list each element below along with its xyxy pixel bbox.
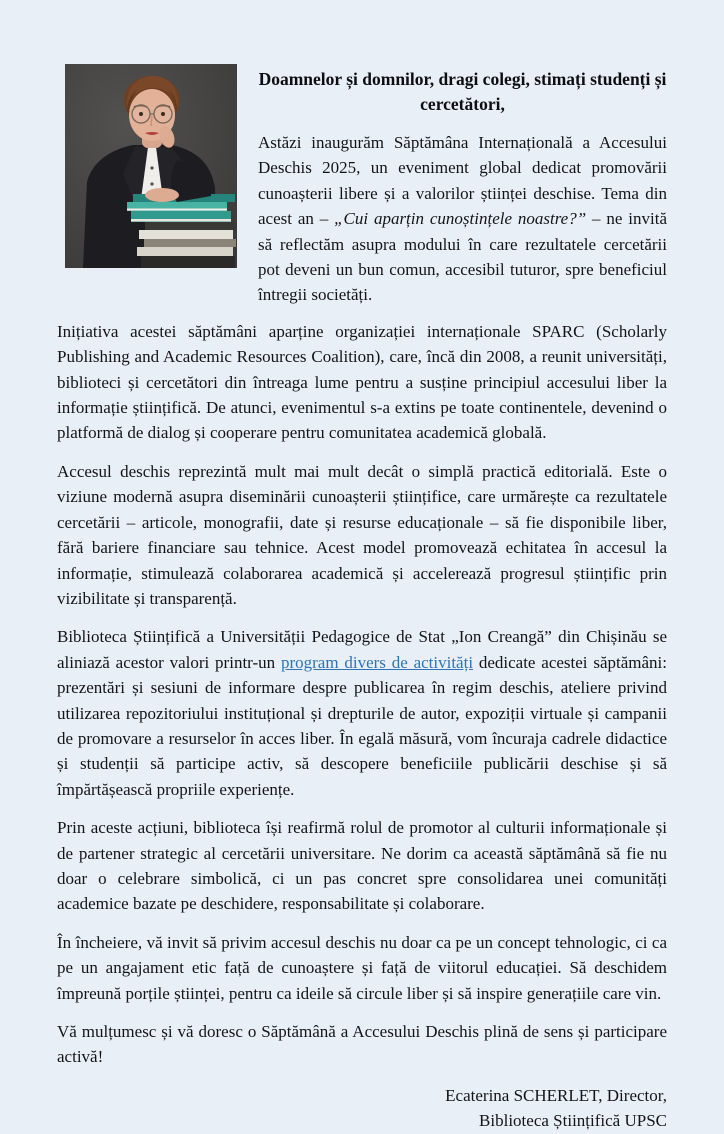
paragraph-library-program	[57, 624, 667, 802]
program-activities-link[interactable]: program divers de activități	[280, 652, 474, 672]
paragraph-library-role: Prin aceste acțiuni, biblioteca își reafirmă rolul de promotor al culturii informaționale și de partener strategic al cercetării universitare. Ne dorim ca această săptămână să fie nu doar o celebrare simbolică, ci un pas concret spre consolidarea unei comunități academice bazate pe deschidere, responsabilitate și colaborare.	[57, 818, 667, 914]
paragraph-thanks: Vă mulțumesc și vă doresc o Săptămână a Accesului Deschis plină de sens și participare activă!	[57, 1022, 667, 1067]
signature-name-title: Ecaterina SCHERLET, Director,	[445, 1085, 667, 1105]
paragraph-closing: În încheiere, vă invit să privim accesul deschis nu doar ca pe un concept tehnologic, ci ca pe un angajament etic față de cunoaștere și față de viitorul educației. Să deschidem împreună porțile științei, pentru ca ideile să circule liber și să inspire generațiile care vin.	[57, 932, 667, 1003]
signature-block	[57, 1083, 667, 1134]
library-text-before-link: Biblioteca Științifică a Universității Pedagogice de Stat „Ion Creangă” din Chișinău se aliniază acestor valori printr-un	[57, 627, 667, 672]
signature-organization: Biblioteca Științifică UPSC	[479, 1111, 667, 1131]
header-section	[57, 64, 667, 308]
theme-quote: „Cui aparțin cunoștințele noastre?”	[334, 209, 587, 229]
director-portrait-photo	[65, 64, 237, 268]
intro-text-before-theme: Astăzi inaugurăm Săptămâna Internațională a Accesului Deschis 2025, un eveniment global dedicat promovării cunoașterii libere și a valorilor științei deschise. Tema din acest an –	[258, 133, 667, 229]
intro-paragraph	[258, 130, 667, 308]
intro-text-after-theme: – ne invită să reflectăm asupra modului în care rezultatele cercetării pot deveni un bun comun, accesibil tuturor, spre beneficiul întregii societăți.	[258, 209, 667, 305]
salutation-heading: Doamnelor și domnilor, dragi colegi, stimați studenți și cercetători,	[258, 69, 667, 114]
library-text-after-link: dedicate acestei săptămâni: prezentări și sesiuni de informare despre publicarea în regim deschis, ateliere privind utilizarea repozitoriului instituțional și drepturile de autor, expoziții virtuale și campanii de promovare a resurselor în acces liber. În egală măsură, vom încuraja cadrele didactice și studenții să participe activ, să descopere beneficiile publicării deschise și să împărtășească propriile experiențe.	[57, 652, 667, 799]
director-portrait-illustration	[65, 64, 237, 268]
paragraph-open-access: Accesul deschis reprezintă mult mai mult decât o simplă practică editorială. Este o viziune modernă asupra diseminării cunoașterii științifice, care urmărește ca rezultatele cercetării – articole, monografii, date și resurse educaționale – să fie disponibile liber, fără bariere financiare sau tehnice. Acest model promovează echitatea în accesul la informație, stimulează colaborarea academică și accelerează progresul științific prin vizibilitate și transparență.	[57, 461, 667, 608]
header-text-column	[258, 64, 667, 308]
paragraph-sparc: Inițiativa acestei săptămâni aparține organizației internaționale SPARC (Scholarly Publishing and Academic Resources Coalition), care, încă din 2008, a reunit universități, biblioteci și cercetători din întreaga lume pentru a susține principiul accesului liber la informație științifică. De atunci, evenimentul s-a extins pe toate continentele, devenind o platformă de dialog și cooperare pentru comunitatea academică globală.	[57, 321, 667, 443]
